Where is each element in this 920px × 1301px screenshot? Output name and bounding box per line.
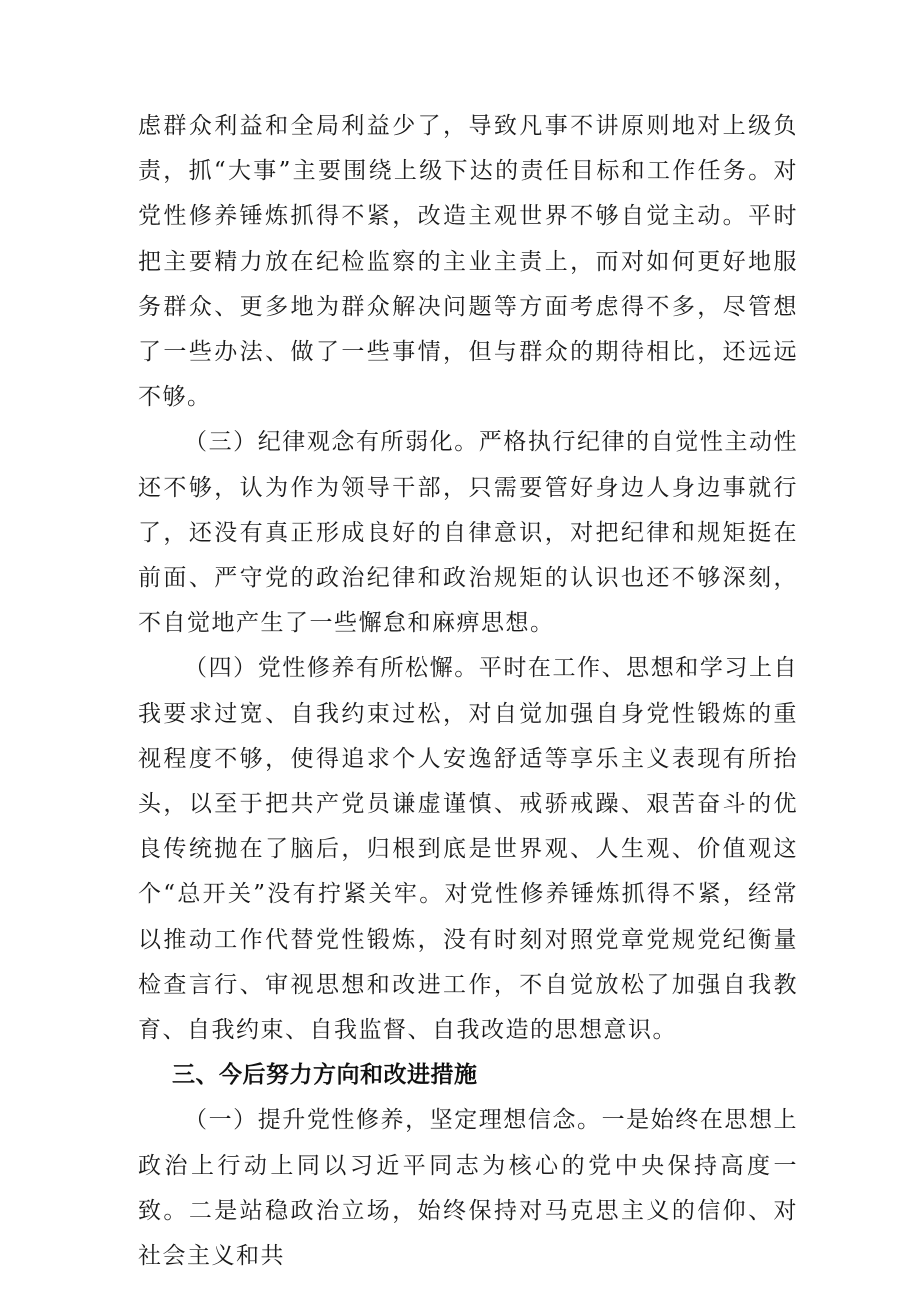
- body-paragraph-2: （三）纪律观念有所弱化。严格执行纪律的自觉性主动性还不够，认为作为领导干部，只需要管好身边人身边事就行了，还没有真正形成良好的自律意识，对把纪律和规矩挺在前面、严守党的政治纪律和政治规矩的认识也还不够深刻，不自觉地产生了一些懈怠和麻痹思想。: [138, 429, 798, 637]
- document-page: [138, 104, 798, 1279]
- body-paragraph-3: （四）党性修养有所松懈。平时在工作、思想和学习上自我要求过宽、自我约束过松，对自觉加强自身党性锻炼的重视程度不够，使得追求个人安逸舒适等享乐主义表现有所抬头，以至于把共产党员谦虚谨慎、戒骄戒躁、艰苦奋斗的优良传统抛在了脑后，归根到底是世界观、人生观、价值观这个“总开关”没有拧紧关牢。对党性修养锤炼抓得不紧，经常以推动工作代替党性锻炼，没有时刻对照党章党规党纪衡量检查言行、审视思想和改进工作，不自觉放松了加强自我教育、自我约束、自我监督、自我改造的思想意识。: [138, 655, 798, 1044]
- section-heading: 三、今后努力方向和改进措施: [172, 1062, 478, 1089]
- body-paragraph-1: 虑群众利益和全局利益少了，导致凡事不讲原则地对上级负责，抓“大事”主要围绕上级下达的责任目标和工作任务。对党性修养锤炼抓得不紧，改造主观世界不够自觉主动。平时把主要精力放在纪检监察的主业主责上，而对如何更好地服务群众、更多地为群众解决问题等方面考虑得不多，尽管想了一些办法、做了一些事情，但与群众的期待相比，还远远不够。: [138, 113, 798, 411]
- body-paragraph-4: （一）提升党性修养，坚定理想信念。一是始终在思想上政治上行动上同以习近平同志为核心的党中央保持高度一致。二是站稳政治立场，始终保持对马克思主义的信仰、对社会主义和共: [138, 1107, 798, 1270]
